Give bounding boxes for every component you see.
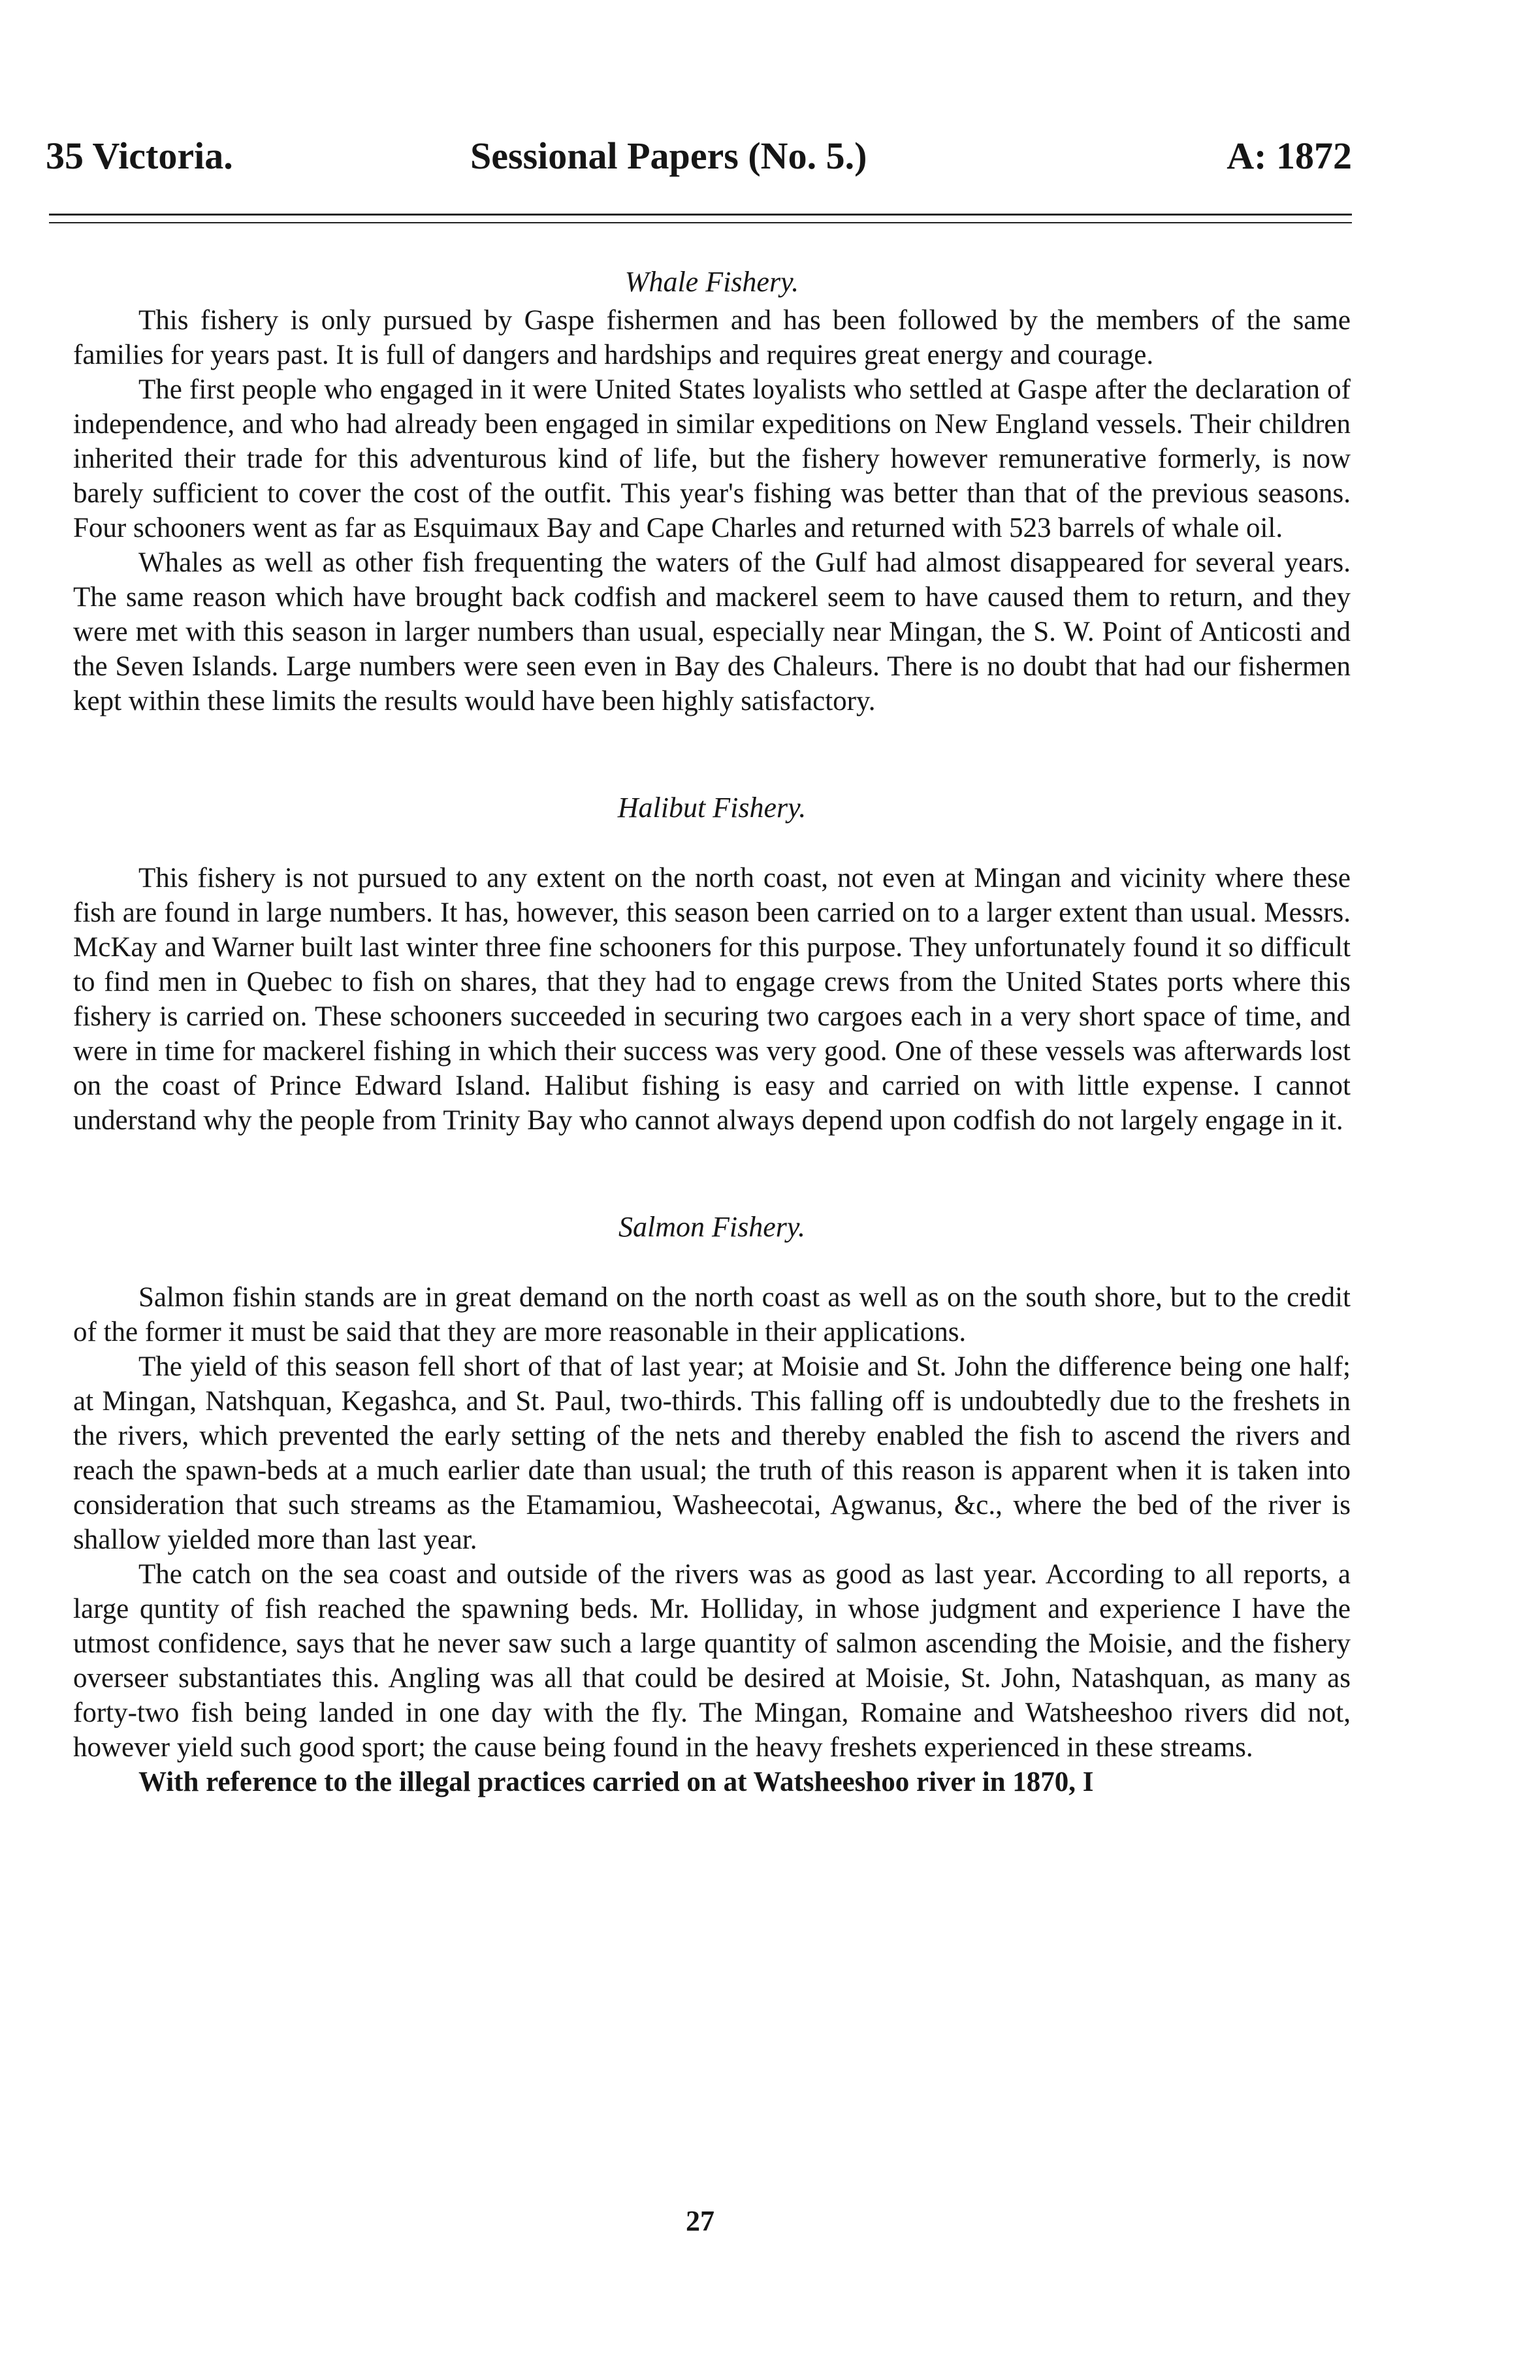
- header-year: A: 1872: [1227, 135, 1352, 177]
- header-rule: [49, 214, 1352, 223]
- header-volume: 35 Victoria.: [46, 135, 233, 177]
- paragraph: With reference to the illegal practices carried on at Watsheeshoo river in 1870, I: [138, 1767, 1094, 1797]
- section-whale-fishery: [73, 265, 1351, 718]
- section-halibut-fishery: [73, 790, 1351, 1138]
- paragraph: The first people who engaged in it were United States loyalists who settled at Gaspe after the declaration of independence, and who had already been engaged in similar expeditions on New England vessels. Their children inherited their trade for this adventurous kind of life, but the fishery however remunerative formerly, is now barely sufficient to cover the cost of the outfit. This year's fishing was better than that of the previous seasons. Four schooners went as far as Esquimaux Bay and Cape Charles and returned with 523 barrels of whale oil.: [73, 374, 1351, 543]
- page-number: 27: [686, 2205, 714, 2237]
- page-body: [73, 265, 1351, 1799]
- section-title: Halibut Fishery.: [617, 792, 807, 824]
- paragraph: The yield of this season fell short of that of last year; at Moisie and St. John the difference being one half; at Mingan, Natshquan, Kegashca, and St. Paul, two-thirds. This falling off is undoubtedly due to the freshets in the rivers, which prevented the early setting of the nets and thereby enabled the fish to ascend the rivers and reach the spawn-beds at a much earlier date than usual; the truth of this reason is apparent when it is taken into consideration that such streams as the Etamamiou, Washeecotai, Agwanus, &c., where the bed of the river is shallow yielded more than last year.: [73, 1351, 1351, 1555]
- paragraph: Salmon fishin stands are in great demand on the north coast as well as on the south shore, but to the credit of the former it must be said that they are more reasonable in their applications.: [73, 1282, 1351, 1347]
- paragraph: This fishery is only pursued by Gaspe fishermen and has been followed by the members of the same families for years past. It is full of dangers and hardships and requires great energy and courage.: [73, 305, 1351, 370]
- paragraph: The catch on the sea coast and outside of the rivers was as good as last year. According to all reports, a large quntity of fish reached the spawning beds. Mr. Holliday, in whose judgment and experience I have the utmost confidence, says that he never saw such a large quantity of salmon ascending the Moisie, and the fishery overseer substantiates this. Angling was all that could be desired at Moisie, St. John, Natashquan, as many as forty-two fish being landed in one day with the fly. The Mingan, Romaine and Watsheeshoo rivers did not, however yield such good sport; the cause being found in the heavy freshets experienced in these streams.: [73, 1559, 1351, 1763]
- header-title: Sessional Papers (No. 5.): [470, 135, 867, 177]
- paragraph: Whales as well as other fish frequenting the waters of the Gulf had almost disappeared for several years. The same reason which have brought back codfish and mackerel seem to have caused them to return, and they were met with this season in larger numbers than usual, especially near Mingan, the S. W. Point of Anticosti and the Seven Islands. Large numbers were seen even in Bay des Chaleurs. There is no doubt that had our fishermen kept within these limits the results would have been highly satisfactory.: [73, 547, 1351, 716]
- section-title: Salmon Fishery.: [618, 1211, 805, 1243]
- running-header: [46, 134, 1352, 199]
- section-title: Whale Fishery.: [624, 266, 799, 298]
- paragraph: This fishery is not pursued to any extent on the north coast, not even at Mingan and vicinity where these fish are found in large numbers. It has, however, this season been carried on to a larger extent than usual. Messrs. McKay and Warner built last winter three fine schooners for this purpose. They unfortunately found it so difficult to find men in Quebec to fish on shares, that they had to engage crews from the United States ports where this fishery is carried on. These schooners succeeded in securing two cargoes each in a very short space of time, and were in time for mackerel fishing in which their success was very good. One of these vessels was afterwards lost on the coast of Prince Edward Island. Halibut fishing is easy and carried on with little expense. I cannot understand why the people from Trinity Bay who cannot always depend upon codfish do not largely engage in it.: [73, 863, 1351, 1136]
- section-salmon-fishery: [73, 1210, 1351, 1799]
